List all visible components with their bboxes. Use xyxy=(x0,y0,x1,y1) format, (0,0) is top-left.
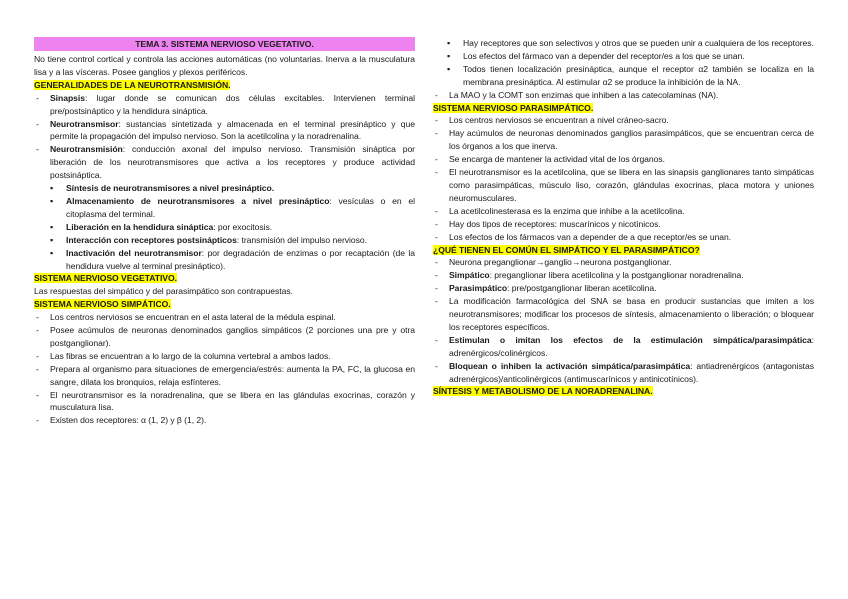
item-term: Neurotransmisor xyxy=(50,118,119,129)
list-item xyxy=(34,234,415,247)
item-term: Simpático xyxy=(449,270,490,281)
item-text: : antiadrenérgicos (antagonistas adrenérgicos)/anticolinérgicos (antimuscarínicos y antinicotínicos). xyxy=(449,360,814,384)
list-item: - Los centros nerviosos se encuentran a nivel cráneo-sacro. xyxy=(433,114,814,127)
list-item: - Hay dos tipos de receptores: muscarínicos y nicotínicos. xyxy=(433,218,814,231)
list-item: - Prepara al organismo para situaciones de emergencia/estrés: aumenta la PA, FC, la glucosa en sangre, dilata los bronquios, relaja esfínteres. xyxy=(34,363,415,389)
item-text: : conducción axonal del impulso nervioso. Transmisión sináptica por liberación de los neurotransmisores que activa a los receptores y produce actividad postsináptica. xyxy=(50,144,415,181)
heading-snv: SISTEMA NERVIOSO VEGETATIVO. xyxy=(34,273,177,284)
item-text: : vesículas o en el citoplasma del terminal. xyxy=(66,195,415,219)
item-term: Sinapsis xyxy=(50,92,85,103)
item-text: : adrenérgicos/colinérgicos. xyxy=(449,334,814,358)
list-item xyxy=(34,221,415,234)
item-text: : por degradación de enzimas o por recaptación (de la hendidura vuelve al terminal presináptico). xyxy=(66,247,416,271)
neurotransmission-steps xyxy=(34,182,415,272)
list-item xyxy=(433,295,814,334)
list-item xyxy=(433,256,814,269)
item-text: : transmisión del impulso nervioso. xyxy=(236,234,367,245)
item-text: : lugar donde se comunican dos células excitables. Intervienen terminal pre/postsináptico y la hendidura sináptica. xyxy=(50,92,415,116)
heading-comun: ¿QUÉ TIENEN EL COMÚN EL SIMPÁTICO Y EL PARASIMPÁTICO? xyxy=(433,244,700,255)
list-item: - Se encarga de mantener la actividad vital de los órganos. xyxy=(433,153,814,166)
comun-list xyxy=(433,256,814,385)
left-column xyxy=(34,37,415,427)
list-item xyxy=(433,269,814,282)
item-term: Síntesis de neurotransmisores a nivel presináptico. xyxy=(66,183,275,194)
item-term: Liberación en la hendidura sináptica xyxy=(66,221,214,232)
item-text: Neurona preganglionar→ganglio→neurona postganglionar. xyxy=(449,257,672,268)
list-item: - El neurotransmisor es la noradrenalina, que se libera en las glándulas exocrinas, corazón y musculatura lisa. xyxy=(34,389,415,415)
list-item xyxy=(34,195,415,221)
list-item xyxy=(433,360,814,386)
item-text: : por exocitosis. xyxy=(213,221,273,232)
list-item: ▪ Todos tienen localización presináptica, aunque el receptor α2 también se localiza en la membrana presináptica. Al estimular α2 se produce la inhibición de la NA. xyxy=(433,63,814,89)
list-item: - Las fibras se encuentran a lo largo de la columna vertebral a ambos lados. xyxy=(34,350,415,363)
list-item xyxy=(433,282,814,295)
parasimpatico-list xyxy=(433,114,814,243)
list-item: - La MAO y la COMT son enzimas que inhiben a las catecolaminas (NA). xyxy=(433,89,814,102)
right-column xyxy=(433,37,814,398)
list-item: - Hay acúmulos de neuronas denominados ganglios parasimpáticos, que se encuentran cerca de los órganos a los que inerva. xyxy=(433,127,814,153)
list-item: - El neurotransmisor es la acetilcolina, que se libera en las sinapsis ganglionares tanto simpáticas como parasimpáticas, músculo liso, corazón, glándulas exocrinas, placa motora y uniones neuromusculares. xyxy=(433,166,814,205)
item-text: : pre/postganglionar liberan acetilcolina. xyxy=(507,283,657,294)
list-item: - Los efectos de los fármacos van a depender de a que receptor/es se unan. xyxy=(433,231,814,244)
list-item xyxy=(34,118,415,144)
list-item: ▪ Los efectos del fármaco van a depender del receptor/es a los que se unan. xyxy=(433,50,814,63)
list-item: - Posee acúmulos de neuronas denominados ganglios simpáticos (2 porciones una pre y otra postganglionar). xyxy=(34,324,415,350)
item-term: Neurotransmisión xyxy=(50,144,123,155)
mao-list xyxy=(433,89,814,102)
list-item: - Los centros nerviosos se encuentran en el asta lateral de la médula espinal. xyxy=(34,311,415,324)
list-item xyxy=(34,182,415,195)
generalidades-list xyxy=(34,92,415,182)
receptor-sublist xyxy=(433,37,814,89)
item-text: : sustancias sintetizada y almacenada en el terminal presináptico y que permite la propagación del impulso nervioso. Son la acetilcolina y la noradrenalina. xyxy=(50,118,415,142)
list-item: - La acetilcolinesterasa es la enzima que inhibe a la acetilcolina. xyxy=(433,205,814,218)
heading-parasimpatico: SISTEMA NERVIOSO PARASIMPÁTICO. xyxy=(433,102,594,113)
item-text: : preganglionar libera acetilcolina y la postganglionar noradrenalina. xyxy=(489,270,744,281)
item-term: Interacción con receptores postsinápticos xyxy=(66,234,237,245)
page-title: TEMA 3. SISTEMA NERVIOSO VEGETATIVO. xyxy=(34,37,415,51)
list-item: - Existen dos receptores: α (1, 2) y β (1, 2). xyxy=(34,414,415,427)
intro-paragraph: No tiene control cortical y controla las acciones automáticas (no voluntarias. Inerva a la musculatura lisa y a las vísceras. Posee ganglios y plexos periféricos. xyxy=(34,54,415,77)
item-text: La modificación farmacológica del SNA se basa en producir sustancias que imiten a los neurotransmisores; modificar los procesos de síntesis, almacenamiento o liberación; o bloquear los receptores específicos. xyxy=(449,296,814,332)
item-term: Bloquean o inhiben la activación simpática/parasimpática xyxy=(449,360,691,371)
list-item xyxy=(433,334,814,360)
list-item xyxy=(34,247,415,273)
heading-sintesis: SÍNTESIS Y METABOLISMO DE LA NORADRENALINA. xyxy=(433,386,653,397)
heading-generalidades: GENERALIDADES DE LA NEUROTRANSMISIÓN. xyxy=(34,79,231,90)
list-item xyxy=(34,92,415,118)
snv-paragraph: Las respuestas del simpático y del parasimpático son contrapuestas. xyxy=(34,286,293,297)
list-item xyxy=(34,143,415,182)
list-item: ▪ Hay receptores que son selectivos y otros que se pueden unir a cualquiera de los receptores. xyxy=(433,37,814,50)
item-term: Estimulan o imitan los efectos de la estimulación simpática/parasimpática xyxy=(449,334,812,345)
item-term: Almacenamiento de neurotransmisores a nivel presináptico xyxy=(66,195,330,206)
heading-simpatico: SISTEMA NERVIOSO SIMPÁTICO. xyxy=(34,299,171,310)
simpatico-list xyxy=(34,311,415,427)
item-term: Parasimpático xyxy=(449,283,508,294)
item-term: Inactivación del neurotransmisor xyxy=(66,247,202,258)
